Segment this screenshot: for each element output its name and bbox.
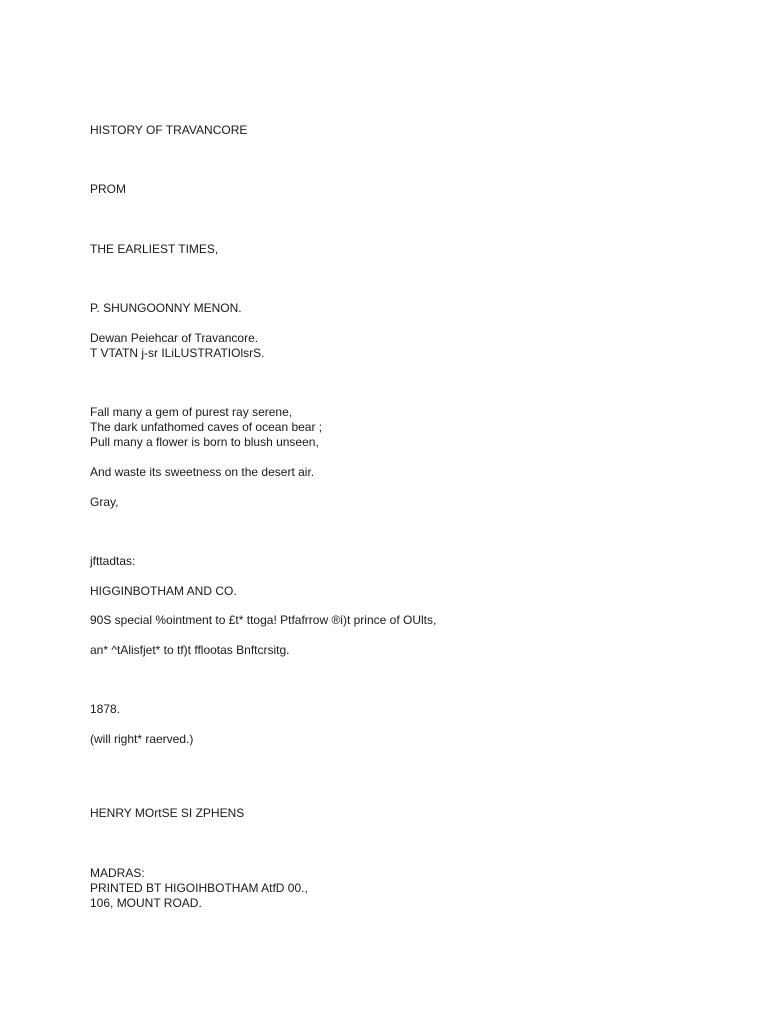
library-mark: HENRY MOrtSE SI ZPHENS [90, 806, 245, 820]
illustrations-line: T VTATN j-sr ILiLUSTRATIOlsrS. [90, 346, 265, 360]
book-title: HISTORY OF TRAVANCORE [90, 123, 248, 137]
verse-line: Fall many a gem of purest ray serene, [90, 405, 293, 419]
author-name: P. SHUNGOONNY MENON. [90, 301, 242, 315]
book-subtitle: THE EARLIEST TIMES, [90, 242, 219, 256]
appointment-line: 90S special %ointment to £t* ttoga! Ptfafrrow ®i)t prince of OUlts, [90, 613, 437, 627]
appointment-line: an* ^tAlisfjet* to tf)t fflootas Bnftcrsitg. [90, 643, 290, 657]
imprint-line: PRINTED BT HIGOIHBOTHAM AtfD 00., [90, 881, 308, 895]
rights-notice: (will right* raerved.) [90, 732, 194, 746]
verse-line: Pull many a flower is born to blush unseen, [90, 435, 319, 449]
imprint-line: 106, MOUNT ROAD. [90, 896, 202, 910]
verse-line: And waste its sweetness on the desert air. [90, 465, 315, 479]
author-title: Dewan Peiehcar of Travancore. [90, 331, 259, 345]
publisher-intro: jfttadtas: [90, 554, 136, 568]
verse-author: Gray, [90, 495, 119, 509]
from-label: PROM [90, 182, 126, 196]
publisher-name: HIGGINBOTHAM AND CO. [90, 584, 237, 598]
verse-line: The dark unfathomed caves of ocean bear ; [90, 420, 323, 434]
imprint-line: MADRAS: [90, 866, 145, 880]
publication-year: 1878. [90, 702, 121, 716]
